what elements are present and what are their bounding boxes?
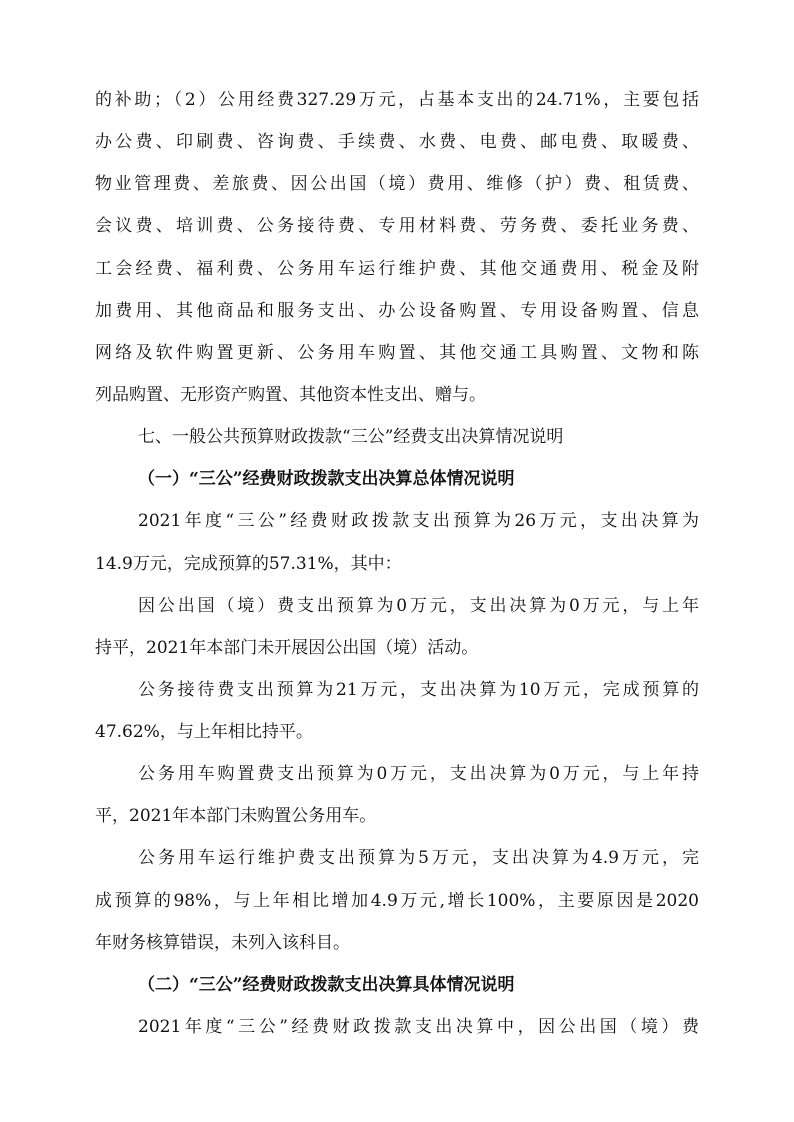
body-line: 2021年度“三公”经费财政拨款支出决算中，因公出国（境）费 — [138, 1017, 699, 1037]
body-line: 公务接待费支出预算为21万元，支出决算为10万元，完成预算的 — [138, 680, 699, 700]
body-line: 的补助；（2）公用经费327.29万元，占基本支出的24.71%，主要包括 — [95, 90, 699, 110]
body-line: 工会经费、福利费、公务用车运行维护费、其他交通费用、税金及附 — [95, 259, 699, 279]
body-line: 因公出国（境）费支出预算为0万元，支出决算为0万元，与上年 — [138, 596, 699, 616]
body-line: 持平，2021年本部门未开展因公出国（境）活动。 — [95, 638, 479, 658]
body-line: 2021年度“三公”经费财政拨款支出预算为26万元，支出决算为 — [138, 511, 699, 531]
body-line: 47.62%，与上年相比持平。 — [95, 722, 313, 742]
body-line: 平，2021年本部门未购置公务用车。 — [95, 806, 377, 826]
body-line: 年财务核算错误，未列入该科目。 — [95, 933, 350, 953]
body-line: 加费用、其他商品和服务支出、办公设备购置、专用设备购置、信息 — [95, 301, 699, 321]
subsection-heading: （一）“三公”经费财政拨款支出决算总体情况说明 — [138, 469, 515, 489]
section-heading: 七、一般公共预算财政拨款“三公”经费支出决算情况说明 — [138, 427, 564, 447]
subsection-heading: （二）“三公”经费财政拨款支出决算具体情况说明 — [138, 975, 515, 995]
body-line: 列品购置、无形资产购置、其他资本性支出、赠与。 — [95, 385, 486, 405]
body-line: 公务用车购置费支出预算为0万元，支出决算为0万元，与上年持 — [138, 764, 699, 784]
body-line: 网络及软件购置更新、公务用车购置、其他交通工具购置、文物和陈 — [95, 343, 699, 363]
body-line: 14.9万元，完成预算的57.31%，其中： — [95, 554, 402, 574]
body-line: 物业管理费、差旅费、因公出国（境）费用、维修（护）费、租赁费、 — [95, 174, 699, 194]
body-line: 成预算的98%，与上年相比增加4.9万元,增长100%，主要原因是2020 — [95, 891, 699, 911]
body-line: 会议费、培训费、公务接待费、专用材料费、劳务费、委托业务费、 — [95, 216, 699, 236]
body-line: 公务用车运行维护费支出预算为5万元，支出决算为4.9万元，完 — [138, 848, 699, 868]
body-line: 办公费、印刷费、咨询费、手续费、水费、电费、邮电费、取暖费、 — [95, 132, 699, 152]
